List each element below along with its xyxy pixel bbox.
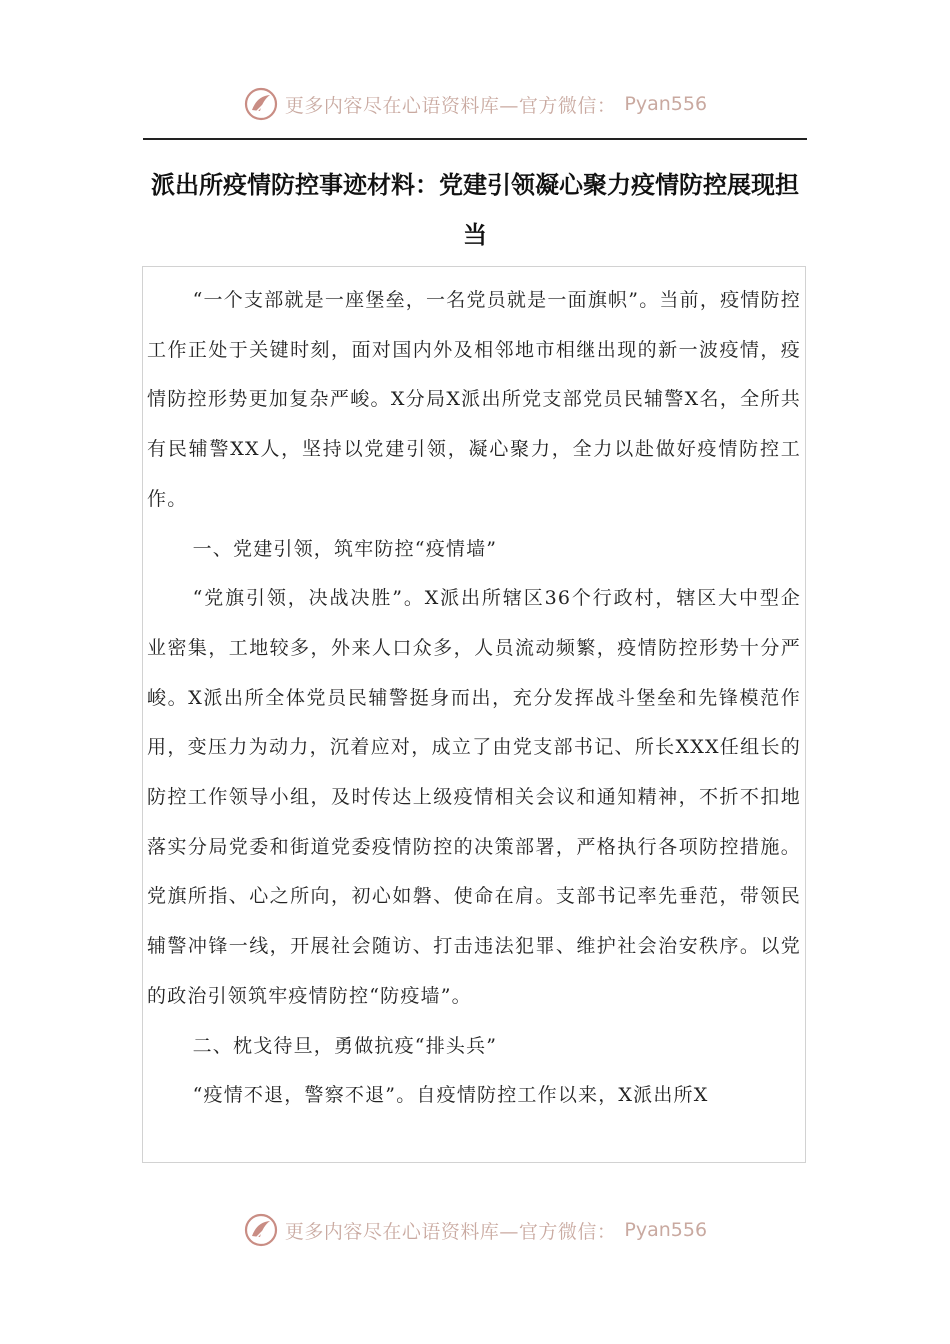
paragraph-section-2: “疫情不退，警察不退”。自疫情防控工作以来，X派出所X xyxy=(192,1084,709,1107)
banner-text: 更多内容尽在心语资料库—官方微信： xyxy=(284,94,617,117)
banner-text: 更多内容尽在心语资料库—官方微信： xyxy=(284,1220,617,1243)
brand-logo-icon xyxy=(243,86,279,122)
brand-logo-icon xyxy=(243,1212,279,1248)
section-heading-2: 二、枕戈待旦，勇做抗疫“排头兵” xyxy=(192,1034,498,1057)
paragraph-section-1: “党旗引领，决战决胜”。X派出所辖区36个行政村，辖区大中型企业密集，工地较多，外来人口众多，人员流动频繁，疫情防控形势十分严峻。X派出所全体党员民辅警挺身而出，充分发挥战斗堡垒和先锋模范作用，变压力为动力，沉着应对，成立了由党支部书记、所长XXX任组长的防控工作领导小组，及时传达上级疫情相关会议和通知精神，不折不扣地落实分局党委和街道党委疫情防控的决策部署，严格执行各项防控措施。党旗所指、心之所向，初心如磐、使命在肩。支部书记率先垂范，带领民辅警冲锋一线，开展社会随访、打击违法犯罪、维护社会治安秩序。以党的政治引领筑牢疫情防控“防疫墙”。 xyxy=(147,587,801,1007)
footer-banner xyxy=(0,1208,950,1252)
paragraph-intro: “一个支部就是一座堡垒，一名党员就是一面旗帜”。当前，疫情防控工作正处于关键时刻，面对国内外及相邻地市相继出现的新一波疫情，疫情防控形势更加复杂严峻。X分局X派出所党支部党员民辅警X名，全所共有民辅警XX人，坚持以党建引领，凝心聚力，全力以赴做好疫情防控工作。 xyxy=(147,289,801,510)
banner-wechat-id: Pyan556 xyxy=(624,93,708,115)
banner-wechat-id: Pyan556 xyxy=(624,1219,708,1241)
section-heading-1: 一、党建引领，筑牢防控“疫情墙” xyxy=(192,537,498,560)
header-divider xyxy=(143,138,807,140)
document-body xyxy=(147,276,801,1121)
header-banner xyxy=(0,82,950,126)
document-title: 派出所疫情防控事迹材料：党建引领凝心聚力疫情防控展现担当 xyxy=(151,171,799,249)
body-frame xyxy=(142,266,806,1163)
